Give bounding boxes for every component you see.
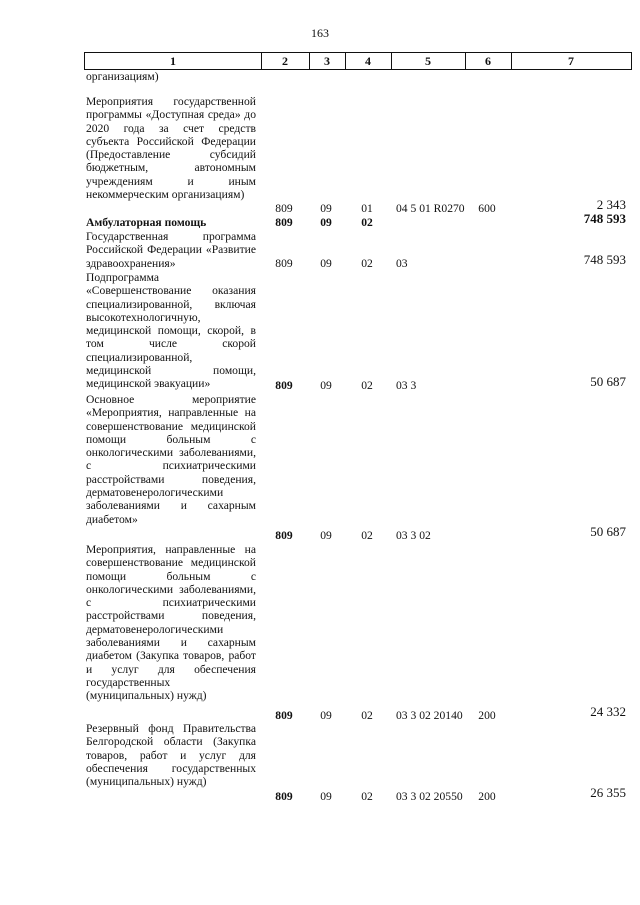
cell-expense-type: 200	[478, 790, 496, 803]
cell-target-article: 03 3 02	[396, 529, 431, 542]
row-description: Амбулаторная помощь	[86, 216, 207, 229]
row-description: организациям)	[86, 70, 159, 83]
header-col-2: 2	[282, 54, 288, 68]
cell-ministry: 809	[275, 202, 293, 215]
cell-ministry: 809	[275, 379, 293, 392]
header-col-6: 6	[485, 54, 491, 68]
page-number: 163	[311, 26, 329, 40]
header-col-4: 4	[365, 54, 371, 68]
row-description: Резервный фонд Правительства Белгородской области (Закупка товаров, работ и услуг для обеспечения государственных (муниципальных) нужд)	[86, 722, 256, 789]
cell-subsection: 02	[361, 257, 373, 270]
cell-subsection: 02	[361, 216, 373, 229]
cell-ministry: 809	[275, 709, 293, 722]
cell-target-article: 03 3	[396, 379, 417, 392]
cell-expense-type: 600	[478, 202, 496, 215]
row-description: Мероприятия государственной программы «Доступная среда» до 2020 года за счет средств субъекта Российской Федерации (Предоставление субсидий бюджетным, автономным учреждениям и иным некоммерческим организациям)	[86, 95, 256, 202]
table-header-grid	[84, 52, 632, 70]
cell-target-article: 03 3 02 20140	[396, 709, 463, 722]
cell-section: 09	[320, 216, 332, 229]
cell-amount: 26 355	[590, 785, 626, 800]
cell-amount: 2 343	[596, 197, 626, 212]
cell-ministry: 809	[275, 257, 293, 270]
header-col-1: 1	[170, 54, 176, 68]
cell-amount: 50 687	[590, 524, 626, 539]
cell-amount: 748 593	[583, 211, 626, 226]
cell-subsection: 02	[361, 379, 373, 392]
row-description: Мероприятия, направленные на совершенствование медицинской помощи больным с онкологическими заболеваниями, с психиатрическими расстройствами поведения, дерматовенерологическими заболеваниями и сахарным диабетом (Закупка товаров, работ и услуг для обеспечения государственных (муниципальных) нужд)	[86, 543, 256, 703]
cell-subsection: 02	[361, 790, 373, 803]
cell-section: 09	[320, 257, 332, 270]
cell-subsection: 02	[361, 529, 373, 542]
row-description: Подпрограмма «Совершенствование оказания специализированной, включая высокотехнологичную, медицинской помощи, скорой, в том числе скорой специализированной, медицинской помощи, медицинской эвакуации»	[86, 271, 256, 391]
cell-section: 09	[320, 202, 332, 215]
cell-ministry: 809	[275, 790, 293, 803]
row-description: Государственная программа Российской Федерации «Развитие здравоохранения»	[86, 230, 256, 270]
cell-section: 09	[320, 790, 332, 803]
cell-section: 09	[320, 709, 332, 722]
cell-amount: 748 593	[583, 252, 626, 267]
header-col-7: 7	[568, 54, 574, 68]
header-col-5: 5	[425, 54, 431, 68]
cell-amount: 50 687	[590, 374, 626, 389]
cell-target-article: 03	[396, 257, 408, 270]
cell-ministry: 809	[275, 216, 293, 229]
header-col-3: 3	[324, 54, 330, 68]
cell-target-article: 03 3 02 20550	[396, 790, 463, 803]
cell-section: 09	[320, 529, 332, 542]
row-description: Основное мероприятие «Мероприятия, направленные на совершенствование медицинской помощи больным с онкологическими заболеваниями, с психиатрическими расстройствами поведения, дерматовенерологическими заболеваниями и сахарным диабетом»	[86, 393, 256, 526]
cell-ministry: 809	[275, 529, 293, 542]
cell-subsection: 01	[361, 202, 373, 215]
cell-section: 09	[320, 379, 332, 392]
cell-expense-type: 200	[478, 709, 496, 722]
cell-subsection: 02	[361, 709, 373, 722]
cell-target-article: 04 5 01 R0270	[396, 202, 465, 215]
cell-amount: 24 332	[590, 704, 626, 719]
